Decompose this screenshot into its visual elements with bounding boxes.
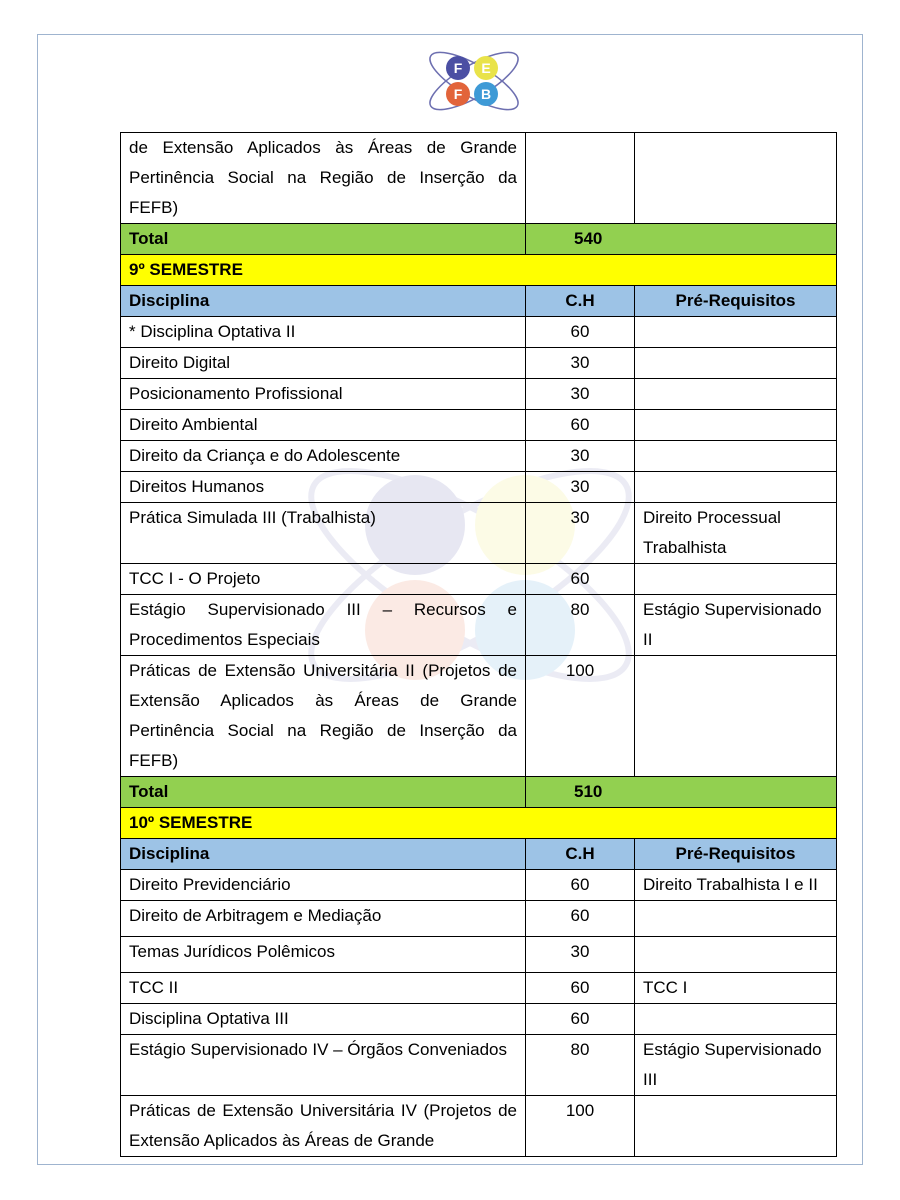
column-header-row (121, 839, 837, 870)
semester-heading-10 (121, 808, 837, 839)
ch-cell: 60 (526, 317, 635, 348)
prereq-cell (635, 1096, 837, 1157)
discipline-cell: Posicionamento Profissional (121, 379, 526, 410)
curriculum-table (120, 132, 837, 1157)
semester-title: 9º SEMESTRE (121, 255, 837, 286)
total-label: Total (121, 224, 526, 255)
table-row (121, 595, 837, 656)
prereq-cell (635, 317, 837, 348)
logo-letter-f2: F (453, 86, 463, 102)
ch-cell: 60 (526, 870, 635, 901)
discipline-cell: Direito de Arbitragem e Mediação (121, 901, 526, 937)
discipline-cell: Estágio Supervisionado IV – Órgãos Conveniados (121, 1035, 526, 1096)
logo-letter-f1: F (453, 60, 463, 76)
ch-cell: 100 (526, 1096, 635, 1157)
table-row (121, 317, 837, 348)
continued-discipline-cell: de Extensão Aplicados às Áreas de Grande Pertinência Social na Região de Inserção da FEFB) (121, 133, 526, 224)
total-row (121, 224, 837, 255)
prereq-cell: Direito Trabalhista I e II (635, 870, 837, 901)
prereq-cell: TCC I (635, 973, 837, 1004)
ch-cell: 100 (526, 656, 635, 777)
discipline-cell: Estágio Supervisionado III – Recursos e Procedimentos Especiais (121, 595, 526, 656)
prereq-cell: Estágio Supervisionado III (635, 1035, 837, 1096)
table-row (121, 133, 837, 224)
prereq-cell: Direito Processual Trabalhista (635, 503, 837, 564)
table-row (121, 973, 837, 1004)
table-row (121, 1096, 837, 1157)
discipline-cell: Direito Previdenciário (121, 870, 526, 901)
discipline-cell: Práticas de Extensão Universitária II (Projetos de Extensão Aplicados às Áreas de Grande Pertinência Social na Região de Inserção da FEFB) (121, 656, 526, 777)
prereq-cell (635, 379, 837, 410)
ch-cell: 30 (526, 937, 635, 973)
header-prereq: Pré-Requisitos (635, 286, 837, 317)
discipline-cell: * Disciplina Optativa II (121, 317, 526, 348)
ch-cell: 60 (526, 1004, 635, 1035)
total-value: 540 (526, 224, 837, 255)
ch-cell: 80 (526, 595, 635, 656)
logo-letter-e: E (481, 60, 491, 76)
table-row (121, 410, 837, 441)
table-row (121, 379, 837, 410)
ch-cell: 30 (526, 348, 635, 379)
table-row (121, 503, 837, 564)
ch-cell: 60 (526, 410, 635, 441)
header-disciplina: Disciplina (121, 286, 526, 317)
table-row (121, 937, 837, 973)
semester-title: 10º SEMESTRE (121, 808, 837, 839)
table-row (121, 348, 837, 379)
header-disciplina: Disciplina (121, 839, 526, 870)
table-row (121, 1004, 837, 1035)
discipline-cell: Direito Ambiental (121, 410, 526, 441)
semester-heading-9 (121, 255, 837, 286)
table-row (121, 901, 837, 937)
logo-letter-b: B (480, 86, 492, 102)
discipline-cell: Direito da Criança e do Adolescente (121, 441, 526, 472)
ch-cell: 30 (526, 472, 635, 503)
prereq-cell (635, 441, 837, 472)
prereq-cell (635, 564, 837, 595)
total-value: 510 (526, 777, 837, 808)
column-header-row (121, 286, 837, 317)
header-ch: C.H (526, 286, 635, 317)
ch-cell: 60 (526, 564, 635, 595)
header-ch: C.H (526, 839, 635, 870)
table-row (121, 1035, 837, 1096)
prereq-cell: Estágio Supervisionado II (635, 595, 837, 656)
discipline-cell: Disciplina Optativa III (121, 1004, 526, 1035)
table-row (121, 870, 837, 901)
ch-cell: 60 (526, 973, 635, 1004)
ch-cell: 60 (526, 901, 635, 937)
ch-cell: 80 (526, 1035, 635, 1096)
discipline-cell: TCC II (121, 973, 526, 1004)
prereq-cell (635, 348, 837, 379)
prereq-cell (635, 1004, 837, 1035)
table-row (121, 472, 837, 503)
discipline-cell: Prática Simulada III (Trabalhista) (121, 503, 526, 564)
prereq-cell (635, 133, 837, 224)
table-row (121, 656, 837, 777)
fefb-logo (420, 44, 528, 118)
discipline-cell: Temas Jurídicos Polêmicos (121, 937, 526, 973)
total-row (121, 777, 837, 808)
prereq-cell (635, 937, 837, 973)
total-label: Total (121, 777, 526, 808)
discipline-cell: Direito Digital (121, 348, 526, 379)
prereq-cell (635, 472, 837, 503)
prereq-cell (635, 410, 837, 441)
prereq-cell (635, 901, 837, 937)
ch-cell: 30 (526, 503, 635, 564)
table-row (121, 564, 837, 595)
table-row (121, 441, 837, 472)
header-prereq: Pré-Requisitos (635, 839, 837, 870)
ch-cell: 30 (526, 379, 635, 410)
discipline-cell: Direitos Humanos (121, 472, 526, 503)
prereq-cell (635, 656, 837, 777)
ch-cell: 30 (526, 441, 635, 472)
ch-cell (526, 133, 635, 224)
discipline-cell: TCC I - O Projeto (121, 564, 526, 595)
discipline-cell: Práticas de Extensão Universitária IV (Projetos de Extensão Aplicados às Áreas de Grande (121, 1096, 526, 1157)
